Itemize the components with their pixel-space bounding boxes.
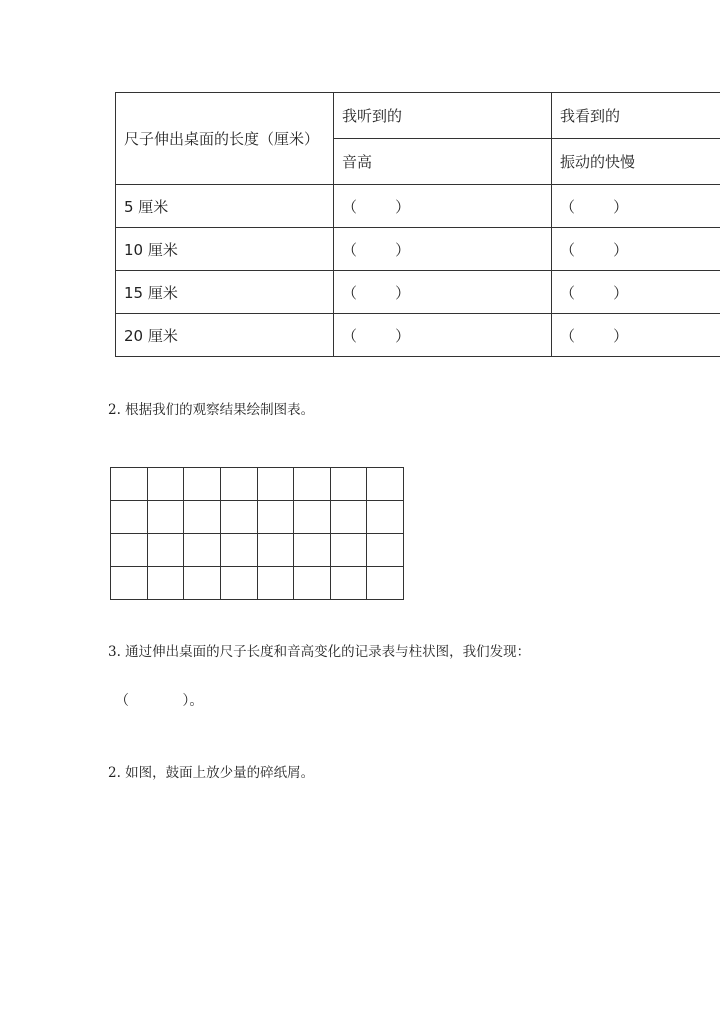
grid-cell[interactable]: [367, 501, 404, 534]
pitch-answer-blank[interactable]: （ ）: [334, 228, 552, 271]
grid-cell[interactable]: [184, 468, 221, 501]
speed-answer-blank[interactable]: （ ）: [552, 271, 720, 314]
table-row: [116, 228, 720, 271]
grid-row: [111, 534, 404, 567]
speed-answer-blank[interactable]: （ ）: [552, 314, 720, 357]
pitch-answer-blank[interactable]: （ ）: [334, 271, 552, 314]
grid-cell[interactable]: [257, 567, 294, 600]
grid-cell[interactable]: [294, 534, 331, 567]
grid-cell[interactable]: [111, 468, 148, 501]
grid-cell[interactable]: [184, 534, 221, 567]
grid-row: [111, 468, 404, 501]
question-3-answer-blank[interactable]: （ ）。: [115, 693, 204, 709]
table-row: [116, 185, 720, 228]
row-length: 15 厘米: [116, 271, 334, 314]
grid-cell[interactable]: [111, 501, 148, 534]
grid-cell[interactable]: [294, 468, 331, 501]
grid-cell[interactable]: [257, 534, 294, 567]
grid-cell[interactable]: [220, 567, 257, 600]
grid-cell[interactable]: [330, 468, 367, 501]
header-seen: 我看到的: [552, 93, 720, 139]
grid-cell[interactable]: [220, 501, 257, 534]
grid-cell[interactable]: [367, 567, 404, 600]
header-length: 尺子伸出桌面的长度（厘米）: [116, 93, 334, 185]
grid-cell[interactable]: [257, 468, 294, 501]
record-table: [115, 92, 720, 357]
grid-cell[interactable]: [220, 534, 257, 567]
row-length: 5 厘米: [116, 185, 334, 228]
table-row: [116, 271, 720, 314]
grid-cell[interactable]: [330, 501, 367, 534]
pitch-answer-blank[interactable]: （ ）: [334, 314, 552, 357]
grid-row: [111, 501, 404, 534]
grid-cell[interactable]: [147, 468, 184, 501]
grid-cell[interactable]: [294, 567, 331, 600]
question-2: 2. 根据我们的观察结果绘制图表。: [108, 402, 315, 418]
grid-cell[interactable]: [147, 534, 184, 567]
question-4: 2. 如图，鼓面上放少量的碎纸屑。: [108, 765, 315, 781]
table-row: [116, 314, 720, 357]
header-speed: 振动的快慢: [552, 139, 720, 185]
grid-cell[interactable]: [111, 534, 148, 567]
question-3: 3. 通过伸出桌面的尺子长度和音高变化的记录表与柱状图，我们发现：: [108, 644, 531, 660]
grid-cell[interactable]: [184, 501, 221, 534]
pitch-answer-blank[interactable]: （ ）: [334, 185, 552, 228]
speed-answer-blank[interactable]: （ ）: [552, 228, 720, 271]
grid-cell[interactable]: [367, 468, 404, 501]
chart-grid[interactable]: [110, 467, 404, 600]
grid-row: [111, 567, 404, 600]
grid-cell[interactable]: [294, 501, 331, 534]
header-pitch: 音高: [334, 139, 552, 185]
grid-cell[interactable]: [330, 534, 367, 567]
grid-cell[interactable]: [111, 567, 148, 600]
grid-cell[interactable]: [257, 501, 294, 534]
grid-cell[interactable]: [147, 501, 184, 534]
speed-answer-blank[interactable]: （ ）: [552, 185, 720, 228]
grid-cell[interactable]: [330, 567, 367, 600]
grid-cell[interactable]: [147, 567, 184, 600]
grid-cell[interactable]: [184, 567, 221, 600]
row-length: 10 厘米: [116, 228, 334, 271]
header-heard: 我听到的: [334, 93, 552, 139]
grid-cell[interactable]: [367, 534, 404, 567]
row-length: 20 厘米: [116, 314, 334, 357]
grid-cell[interactable]: [220, 468, 257, 501]
